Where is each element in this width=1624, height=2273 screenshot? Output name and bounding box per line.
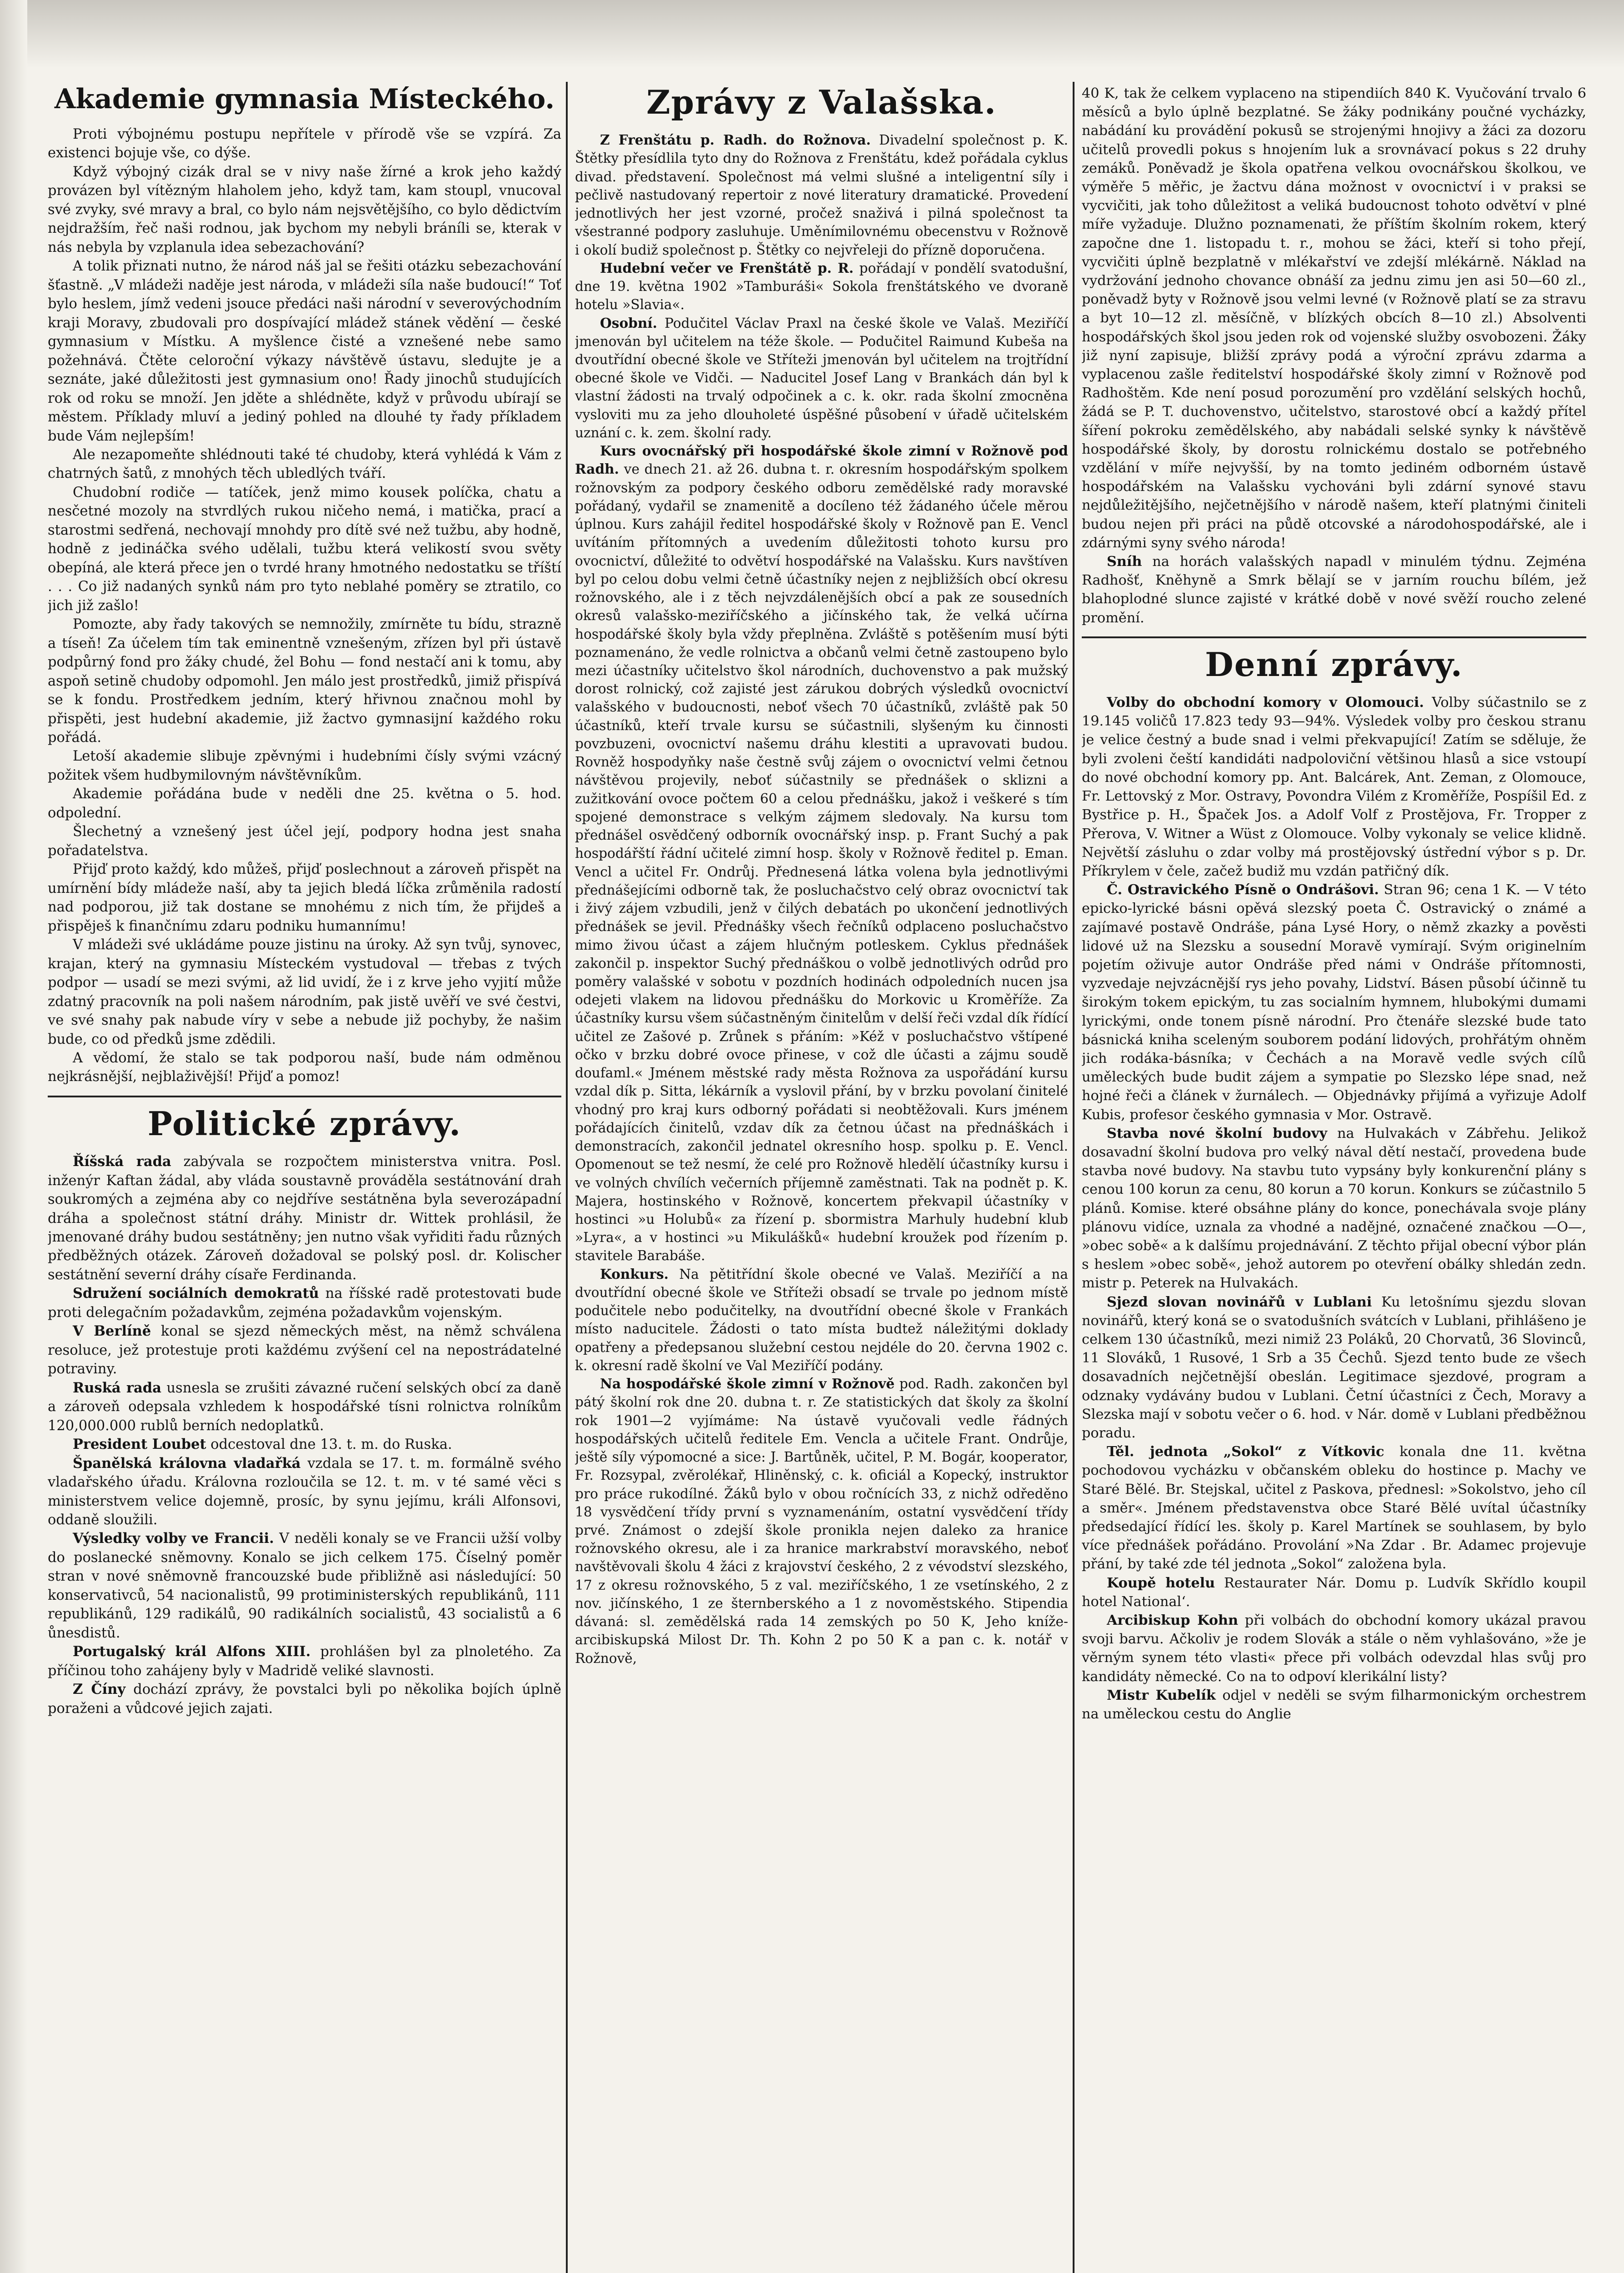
news-item xyxy=(1082,1611,1586,1686)
news-text: Podučitel Václav Praxl na české škole ve Valaš. Meziříčí jmenován byl učitelem na téže škole. — Podučitel Raimund Kubeša na dvoutřídní obecné škole ve Stříteži jmenován byl učitelem na trojtřídní obecné škole ve Vidči. — Naducitel Josef Lang v Brankách dán byl k vlastní žádosti na trvalý odpočinek a c. k. okr. rada školní zmocněna vysloviti mu za jeho dlouholeté úspěšné působení v úřadě učitelském uznání c. k. zem. školní rady. xyxy=(575,315,1068,441)
section-title: Politické zprávy. xyxy=(147,1104,462,1143)
news-lead: Říšská rada xyxy=(73,1153,171,1170)
news-lead: Španělská královna vladařká xyxy=(73,1455,301,1472)
scan-shadow-left xyxy=(0,0,27,2273)
section-divider xyxy=(48,1096,561,1097)
news-lead: Z Frenštátu p. Radh. do Rožnova. xyxy=(600,132,871,148)
news-text: odjel v neděli se svým filharmonickým orchestrem na uměleckou cestu do Anglie xyxy=(1082,1687,1586,1722)
column-left xyxy=(48,84,561,1718)
news-lead: Sjezd slovan novinářů v Lublani xyxy=(1107,1294,1372,1310)
news-item xyxy=(575,259,1068,314)
news-text: při volbách do obchodní komory ukázal pravou svoji barvu. Ačkoliv je rodem Slovák a stále o něm vyhlašováno, »že je věrným synem této vlasti« přece při volbách odevzdal hlas svůj pro kandidáty německé. Co na to odpoví klerikální listy? xyxy=(1082,1612,1586,1685)
news-item xyxy=(1082,1293,1586,1443)
news-text: usnesla se zrušiti závazné ručení selských obcí za daně a zároveň odepsala vzhledem k hospodářské tísni rolnictva rolníkům 120,000.000 rublů berních nedoplatků. xyxy=(48,1380,561,1434)
column-right xyxy=(1082,84,1586,1723)
news-lead: Na hospodářské škole zimní v Rožnově xyxy=(600,1376,895,1392)
paragraph: Šlechetný a vznešený jest účel její, podpory hodna jest snaha pořadatelstva. xyxy=(48,824,561,859)
news-text: vzdala se 17. t. m. formálně svého vladařského úřadu. Královna rozloučila se 12. t. m. v té samé věci s ministerstvem velice dojemně, prosíc, by synu jejímu, králi Alfonsovi, oddaně sloužili. xyxy=(48,1455,561,1528)
news-item xyxy=(48,1642,561,1680)
paragraph: Pomozte, aby řady takových se nemnožily, zmírněte tu bídu, strazně a tíseň! Za účelem tím tak eminentně vznešeným, zřízen byl při ústavě podpůrný fond pro žáky chudé, žel Bohu — fond nestačí ani k tomu, aby aspoň setině chudoby odpomohl. Jen málo jest prostředků, jimiž přispívá se k fondu. Prostředkem jedním, který hřivnou značnou mohl by přispěti, jest hudební akademie, již žactvo gymnasijní každého roku pořádá. xyxy=(48,616,561,746)
news-lead: Portugalský král Alfons XIII. xyxy=(73,1643,311,1660)
news-lead: Kurs ovocnářský při hospodářské škole zimní v Rožnově pod Radh. xyxy=(575,443,1068,477)
news-item xyxy=(575,131,1068,259)
news-text: na horách valašských napadl v minulém týdnu. Zejména Radhošť, Kněhyně a Smrk bělají se v jarním rouchu bílém, jež blahoplodné slunce zajisté v krátké době v nové svěží roucho zelené promění. xyxy=(1082,554,1586,626)
news-text: ve dnech 21. až 26. dubna t. r. okresním hospodářským spolkem rožnovským za podpory českého odboru zemědělské rady moravské pořádaný, vydařil se znamenitě a docíleno též žádaného účele měrou úplnou. Kurs zahájil ředitel hospodářské školy v Rožnově pan E. Vencl uvítáním přítomných a uvedením důležitosti tohoto kursu pro ovocnictví, důležité to odvětví hospodářské na Valašsku. Kurs navštíven byl po celou dobu velmi četně účastníky nejen z nejbližších obcí okresu rožnovského, ale i z těch nejvzdálenějších obcí a pak ze sousedních okresů valašsko-meziříčského a jičínského tak, že velká učírna hospodářské školy byla vždy přeplněna. Zvláště s potěšením musí býti poznamenáno, že vedle rolnictva a občanů velmi četně zastoupeno bylo mezi účastníky učitelstvo škol národních, duchovenstvo a pak mužský dorost rolnický, což zajisté jest zárukou dobrých výsledků ovocnictví valašského v budoucnosti, neboť všech 70 účastníků, zvláště pak 50 účastníků, kteří trvale kursu se súčastnili, slyšeným ku činnosti povzbuzeni, ovocnictví našemu dráhu klestiti a upravovati budou. Rovněž hospodyňky naše čestně svůj zájem o ovocnictví velmi četnou návštěvou projevily, neboť súčastnily se přednášek o sklizni a zužitkování ovoce počtem 60 a celou přednášku, jakož i veškeré s tím spojené demonstrace s velkým zájmem sledovaly. Na kursu tom přednášel osvědčený odborník ovocnářský insp. p. Frant Suchý a pak hospodářští řádní učitelé zimní hosp. školy v Rožnově ředitel p. Eman. Vencl a učitel Fr. Ondrůj. Přednesená látka volena byla jednotlivými přednášejícími odborně tak, že posluchačstvo celý obraz ovocnictví tak i živý zájem vzbudili, jenž v čilých debatách po ukončení jednotlivých přednášek se jevil. Přednášky všech řečníků odplaceno posluchačstvo mimo živou účast a zájem hlučným potleskem. Cyklus přednášek zakončil p. inspektor Suchý přednáškou o volbě jednotlivých odrůd pro poměry valašské v sobotu v pozdních hodinách odpoledních nucen jsa odejeti vlakem na lidovou přednášku do Morkovic u Kroměříže. Za účastníky kursu všem súčastněným činitelům v delší řeči vzdal dík řídící učitel ze Zašové p. Zrůnek s přáním: »Kéž v posluchačstvo vštípené očko v brzku dobré ovoce přinese, v což dle účasti a zájmu soudě doufaml.« Jménem městské rady města Rožnova za uspořádání kursu vzdal dík p. Sitta, lékárník a vyslovil přání, by v brzku povolaní činitelé vhodný pro kraj kurs odborný pořádati si neobtěžovali. Kurs jménem pořádajících činitelů, vzdav dík za četnou účast na přednáškách i demonstracích, zakončil jednatel okresního hosp. spolku p. E. Vencl. Opomenout se tež nesmí, že celé pro Rožnově hledělí účastníky kursu i ve volných chvílích večerních příjemně zaměstnati. Tak na podnět p. K. Majera, hostinského v Rožnově, koncertem překvapil účastníky v hostinci »u Holubů« za řízení p. sbormistra Marhuly hudební klub »Lyra«, a v hostinci »u Mikulášků« hudební kroužek pod řízením p. stavitele Barabáše. xyxy=(575,461,1068,1264)
column-rule xyxy=(566,82,568,2273)
news-item xyxy=(48,1379,561,1435)
news-lead: Osobní. xyxy=(600,315,657,331)
news-text: Restaurater Nár. Domu p. Ludvík Skřídlo koupil hotel National‘. xyxy=(1082,1575,1586,1610)
paragraph: Přijď proto každý, kdo můžeš, přijď poslechnout a zároveň přispět na umírnění bídy mládeže naší, aby ta jejich bledá líčka zrůměnila radostí nad podporou, již tak dostane se mnohému z nich tím, že přijdeš a přispěješ k finančnímu zdaru podniku humannímu! xyxy=(48,861,561,934)
news-item xyxy=(48,1284,561,1322)
news-text: Divadelní společnost p. K. Štětky přesídlila tyto dny do Rožnova z Frenštátu, kdež pořádala cyklus divad. představení. Společnost má velmi slušné a inteligentní síly i pečlivě nastudovaný repertoir z nové literatury dramatické. Provedení jednotlivých her jest vzorné, pročež snaživá i pilná společnost ta všestranné podpory zasluhuje. Uměnímilovnému obecenstvu v Rožnově i okolí budiž společnost p. Štětky co nejvřeleji do přízně doporučena. xyxy=(575,132,1068,258)
news-text: odcestoval dne 13. t. m. do Ruska. xyxy=(210,1437,452,1453)
paragraph: Ale nezapomeňte shlédnouti také té chudoby, která vyhlédá k Vám z chatrných šatů, z mnohých těch ubledlých tváří. xyxy=(48,446,561,482)
news-text: V neděli konaly se ve Francii užší volby do poslanecké sněmovny. Konalo se jich celkem 175. Číselný poměr stran v nové sněmovně francouzské bude přibližně asi následující: 50 konservativců, 54 nacionalistů, 99 protiministerských republikánů, 111 republikánů, 129 radikálů, 90 radikálních socialistů, 43 socialistů a 6 ůnesdistů. xyxy=(48,1531,561,1641)
news-lead: Z Číny xyxy=(73,1681,126,1698)
news-item xyxy=(48,1152,561,1284)
news-text: pod. Radh. zakončen byl pátý školní rok dne 20. dubna t. r. Ze statistických dat školy za školní rok 1901—2 vyjímáme: Na ústavě vyučovali vedle řádných hospodářských učitelů ředitele Em. Vencla a učitele Frant. Ondrůje, ještě síly výpomocné a sice: J. Bartůněk, učitel, P. M. Bogár, kooperator, Fr. Rozsypal, zvěrolékař, Hliněnský, c. k. oficiál a Kopecký, instruktor pro práce rukodílné. Žáků bylo v obou ročnících 33, z nichž odředěno 18 vysvědčení třídy první s vyznamenáním, ostatní vysvědčení třídy prvé. Známost o zdejší škole pronikla nejen daleko za hranice rožnovského okresu, ale i za hranice markrabství moravského, neboť navštěvovali školu 4 žáci z krajovství českého, 2 z vévodství slezského, 17 z okresu rožnovského, 5 z val. meziříčského, 1 ze vsetínského, 2 z nov. jičínského, 1 ze šternberského a 1 z novoměstského. Stipendia dávaná: sl. zemědělská rada 14 zemských po 50 K, Jeho kníže-arcibiskupská Milost Dr. Th. Kohn 2 po 50 K a pan c. k. notář v Rožnově, xyxy=(575,1376,1068,1666)
paragraph: Letoší akademie slibuje zpěvnými i hudebními čísly svými vzácný požitek všem hudbymilovným návštěvníkům. xyxy=(48,748,561,783)
column-middle xyxy=(575,84,1068,1667)
news-item xyxy=(1082,1124,1586,1293)
news-item xyxy=(48,1680,561,1718)
column-rule xyxy=(1073,82,1074,2273)
paragraph: 40 K, tak že celkem vyplaceno na stipendiích 840 K. Vyučování trvalo 6 měsíců a bylo úplně bezplatné. Se žáky podnikány poučné vycházky, nabádání ku provádění pokusů se strojenými hnojivy a žáci za dozoru učitelů provedli pokus s hnojením luk a srovnávací pokus s 22 druhy zemáků. Poněvadž je škola opatřena velkou ovocnářskou školkou, ve výměře 5 měřic, je žactvu dána možnost v ovocnictví i v praksi se vycvičiti, jak toho důležitost a veliká budoucnost tohoto odvětví v plné míře vyžaduje. Dlužno poznamenati, že příštím školním rokem, který započne dne 1. listopadu t. r., mohou se žáci, kteří si toho přejí, vycvičiti úplně bezplatně v mlékařství ve zdejší mlékárně. Náklad na vydržování jednoho chovance obnáší za jednu zimu jen asi 50—60 zl., poněvadž byty v Rožnově jsou velmi levné (v Rožnově platí se za stravu a byt 10—12 zl. měsíčně, v blízkých obcích 8—10 zl.) Absolventi hospodářských škol jsou jeden rok od vojenské služby osvobozeni. Žáky již nyní zapisuje, bližší zprávy podá a výroční zprávu zdarma a vyplacenou zašle ředitelství hospodářské školy zimní v Rožnově pod Radhoštěm. Kde není posud porozumění pro vzdělání selských hochů, žádá se P. T. duchovenstvo, učitelstvo, starostové obcí a každý přítel šíření pokroku zemědělského, aby nabádali selské synky k návštěvě hospodářské školy, by dorostu rolnickému dostalo se potřebného vzdělání v míře nejvyšší, by na tomto jediném odborném ústavě hospodářském na Valašsku vychováni byli zdární synové stavu nejdůležitějšího, nejčetnějšího v národě našem, kteří platnými činiteli budou nejen při práci na půdě otcovské a národohospodářské, ale i zdárnými syny svého národa! xyxy=(1082,85,1586,551)
news-lead: Sdružení sociálních demokratů xyxy=(73,1285,319,1302)
news-item xyxy=(1082,552,1586,627)
news-item xyxy=(1082,1686,1586,1723)
news-text: prohlášen byl za plnoletého. Za příčinou toho zahájeny byly v Madridě veliké slavnosti. xyxy=(48,1644,561,1679)
news-item xyxy=(1082,881,1586,1124)
news-lead: Č. Ostravického Písně o Ondrášovi. xyxy=(1107,882,1379,898)
news-item xyxy=(575,1375,1068,1667)
news-item xyxy=(575,442,1068,1265)
news-item xyxy=(575,314,1068,442)
news-text: zabývala se rozpočtem ministerstva vnitra. Posl. inženýr Kaftan žádal, aby vláda soustavně prováděla sestátnování drah soukromých a zejména aby co nejdříve sestátněna byla severozápadní dráha a společnost státní dráhy. Ministr dr. Wittek prohlásil, že jmenované dráhy budou sestátněny; jen nutno však vyřiditi řadu různých předběžných otázek. Zároveň dožadoval se polský posl. dr. Kolischer sestátnění severní dráhy císaře Ferdinanda. xyxy=(48,1154,561,1283)
news-lead: Volby do obchodní komory v Olomouci. xyxy=(1107,695,1424,711)
news-text: na říšské radě protestovati bude proti delegačním požadavkům, zejména požadavkům vojenským. xyxy=(48,1286,561,1321)
news-lead: President Loubet xyxy=(73,1436,206,1453)
news-text: Ku letošnímu sjezdu slovan novinářů, který koná se o svatodušních svátcích v Lublani, přihlášeno je celkem 130 účastníků, mezi nimiž 23 Poláků, 20 Chorvatů, 36 Slovinců, 11 Slováků, 1 Rusové, 1 Srb a 35 Čechů. Sjezd tento bude ze všech dosavadních nejčetnější obeslán. Legitimace sjezdové, program a odznaky vydávány budou v Lublani. Četní účastníci z Čech, Moravy a Slezska mají v sobotu večer o 6. hod. v Nár. domě v Lublani předběžnou poradu. xyxy=(1082,1294,1586,1441)
news-lead: Výsledky volby ve Francii. xyxy=(73,1530,274,1547)
news-text: konal se sjezd německých měst, na němž schválena resoluce, jež protestuje proti každému zvýšení cel na nepostrádatelné potraviny. xyxy=(48,1323,561,1377)
news-lead: Ruská rada xyxy=(73,1379,161,1396)
section-title: Zprávy z Valašska. xyxy=(646,84,997,121)
news-item xyxy=(1082,1574,1586,1611)
news-text: pořádají v pondělí svatodušní, dne 19. května 1902 »Tamburáši« Sokola frenštátského ve dvoraně hotelu »Slavia«. xyxy=(575,260,1068,313)
scan-shadow-top xyxy=(0,0,1624,68)
news-lead: V Berlíně xyxy=(73,1323,151,1340)
news-item xyxy=(1082,1442,1586,1573)
news-item xyxy=(575,1265,1068,1375)
news-text: na Hulvakách v Zábřehu. Jelikož dosavadní školní budova pro velký nával dětí nestačí, provedena bude stavba nové budovy. Na stavbu tuto vypsány byly konkurenční plány s cenou 100 korun za cenu, 80 korun a 70 korun. Konkurs se zúčastnilo 5 plánů. Komise. které obsáhne plány do konce, ponechávala svoje plány plánovu vidíce, uznala za vhodné a nadějné, označené značkou —O—, »obec sobě« a k dalšímu projednávání. Z těchto přijal obecní výbor plán s heslem »obec sobě«, jehož autorem po otevření obálky shledán zedn. mistr p. Peterek na Hulvakách. xyxy=(1082,1125,1586,1292)
paragraph: A vědomí, že stalo se tak podporou naší, bude nám odměnou nejkrásnější, nejblaživější! Přijď a pomoz! xyxy=(48,1050,561,1085)
news-lead: Mistr Kubelík xyxy=(1107,1687,1216,1703)
news-text: dochází zprávy, že povstalci byli po několika bojích úplně poraženi a vůdcové jejich zajati. xyxy=(48,1682,561,1717)
news-lead: Konkurs. xyxy=(600,1266,669,1282)
news-lead: Stavba nové školní budovy xyxy=(1107,1125,1327,1142)
paragraph: Akademie pořádána bude v neděli dne 25. května o 5. hod. odpolední. xyxy=(48,786,561,821)
news-item xyxy=(48,1322,561,1378)
news-item xyxy=(48,1454,561,1530)
news-lead: Arcibiskup Kohn xyxy=(1107,1612,1238,1629)
news-item xyxy=(48,1435,561,1454)
paragraph: V mládeži své ukládáme pouze jistinu na úroky. Až syn tvůj, synovec, krajan, který na gymnasiu Místeckém vystudoval — třebas z tvých podpor — usadí se mezi svými, až lid uvidí, že i z krve jeho vyjití může zdatný pracovník na poli našem národním, pak jistě uvěří ve své čestvi, ve své snahy pak nabude víry v sebe a nebude již pochyby, že našim bude, co od předků jsme zdědili. xyxy=(48,937,561,1047)
news-text: Volby súčastnilo se z 19.145 voličů 17.823 tedy 93—94%. Výsledek volby pro českou stranu je velice čestný a bude snad i velmi překvapující! Zatím se sděluje, že byli zvoleni čeští kandidáti nadpoloviční většinou hlasů a sice vstoupí do nové obchodní komory pp. Ant. Balcárek, Ant. Zeman, z Olomouce, Fr. Lettovský z Mor. Ostravy, Povondra Vilém z Kroměříže, Pospíšil Ed. z Bystřice p. H., Špaček Jos. a Adolf Volf z Prostějova, Fr. Tropper z Přerova, V. Witner a Wüst z Olomouce. Volby vykonaly se velice klidně. Největší zásluhu o zdar volby má prostějovský ústřední výbor s p. Dr. Příkrylem v čele, začež budiž mu vzdán patřičný dík. xyxy=(1082,695,1586,879)
news-text: konala dne 11. května pochodovou vycházku v občanském obleku do hostince p. Machy ve Staré Bělé. Br. Stejskal, učitel z Paskova, přednesl: »Sokolstvo, jeho cíl a směr«. Jménem představenstva obce Staré Bělé uvítal účastníky předsedající řídící les. školy p. Karel Martínek se souhlasem, by bylo více přednášek pořádáno. Provolání »Na Zdar . Br. Adamec projevuje přání, by také zde tél jednota „Sokol“ založena byla. xyxy=(1082,1444,1586,1572)
section-divider xyxy=(1082,636,1586,638)
paragraph: Když výbojný cizák dral se v nivy naše žírné a krok jeho každý provázen byl vítězným hlaholem jeho, když tam, kam stoupl, vnucoval své zvyky, své mravy a bral, co bylo nám nejsvětějšího, co bylo dědictvím nejdražším, řeč naši rodnou, jak bychom my nebyli bráníli se, kterak v nás nebyla by vzplanula idea sebezachování? xyxy=(48,164,561,255)
news-lead: Sníh xyxy=(1107,554,1142,570)
news-lead: Těl. jednota „Sokol“ z Vítkovic xyxy=(1107,1444,1384,1460)
news-item xyxy=(1082,693,1586,881)
news-item xyxy=(48,1529,561,1642)
news-text: Stran 96; cena 1 K. — V této epicko-lyrické básni opěvá slezský poeta Č. Ostravický o známé a zajímavé postavě Ondráše, pána Lysé Hory, o němž zkazky a pověsti lidové už na Slezsku a sousední Moravě vymírají. Svým originelním pojetím oživuje autor Ondráše před námi v Ondráše přítomnosti, vyzvedaje nejvzácnější rys jeho povahy, Lidství. Básen působí účinně tu širokým tokem epickým, tu zas socialním hymnem, hlubokými dumami lyrickými, onde tonem písně národní. Pro čtenáře slezské bude tato básnická kniha sceleným souborem podání lidových, prohřátým ohněm jich rodáka-básníka; v Čechách a na Moravě vedle svých cílů uměleckých bude budit zájem a sympatie po Slezsko lépe snad, než hojné řeči a článek v žurnálech. — Objednávky přijímá a vyřizuje Adolf Kubis, profesor českého gymnasia v Mor. Ostravě. xyxy=(1082,882,1586,1123)
paragraph: A tolik přiznati nutno, že národ náš jal se řešiti otázku sebezachování šťastně. „V mládeži naděje jest národa, v mládeži síla naše budoucí!“ Toť bylo heslem, jímž vedeni jsouce předáci naši národní v severovýchodním kraji Moravy, zbudovali pro dospívající mládež stánek vědění — české gymnasium v Místku. A myšlence čisté a vznešené nebe samo požehnává. Čtěte celoroční výkazy návštěvě ústavu, sledujte je a seznáte, jaké důležitosti jest gymnasium ono! Řady jinochů studujících rok od roku se množí. Jen jděte a shlédněte, když v průvodu ubírají se městem. Příklady mluví a jediný pohled na dlouhé ty řady příkladem bude Vám nejlepším! xyxy=(48,258,561,444)
paragraph: Chudobní rodiče — tatíček, jenž mimo kousek políčka, chatu a nesčetné mozoly na stvrdlých rukou ničeho nemá, i matička, prací a starostmi sedřená, nechovají mnohdy pro dítě své než tužbu, aby hodně, hodně z jedináčka svého udělali, tužbu která velikostí svou světy obepíná, ale která přece jen o tvrdé hrany hmotného nedostatku se tříští . . . Co již nadaných synků nám pro tyto neblahé poměry se ztratilo, co jich již zašlo! xyxy=(48,484,561,614)
news-lead: Hudební večer ve Frenštátě p. R. xyxy=(600,260,854,276)
news-lead: Koupě hotelu xyxy=(1107,1575,1215,1591)
news-text: Na pětitřídní škole obecné ve Valaš. Meziříčí a na dvoutřídní obecné škole ve Stříteži obsadí se trvale po jednom místě podučitele nebo podučitelky, na dvoutřídní obecné škole v Frankách místo naducitele. Žádosti o tato místa budtež náležitými doklady opatřeny a předepsanou služební cestou nejdéle do 20. června 1902 c. k. okresní radě školní ve Val Meziříčí podány. xyxy=(575,1266,1068,1373)
paragraph: Proti výbojnému postupu nepřítele v přírodě vše se vzpírá. Za existenci bojuje vše, co dýše. xyxy=(48,126,561,161)
section-title: Denní zprávy. xyxy=(1205,645,1463,684)
article-title: Akademie gymnasia Místeckého. xyxy=(54,84,555,115)
